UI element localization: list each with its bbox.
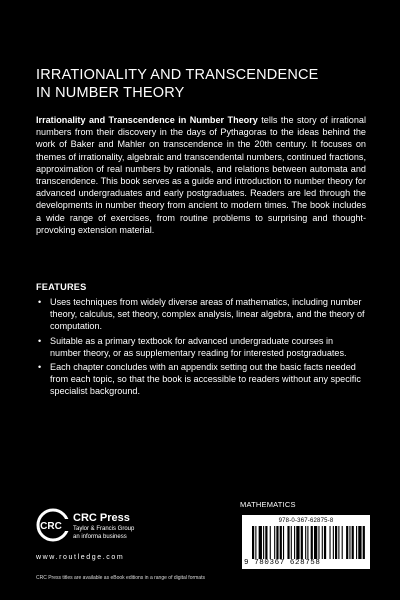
publisher-tagline: an informa business: [73, 534, 127, 540]
isbn-barcode: [242, 515, 370, 569]
feature-item: [36, 361, 366, 398]
feature-text: Suitable as a primary textbook for advanced undergraduate courses in number theory, or as supplementary reading for interested postgraduates.: [50, 335, 347, 358]
book-title: [36, 66, 366, 102]
ebook-note: CRC Press titles are available as eBook editions in a range of digital formats: [36, 575, 205, 581]
description-text: tells the story of irrational numbers from their discovery in the days of Pythagoras to the ideas behind the work of Baker and Mahler on transcendence in the 20th century. It focuses on themes of irrationality, algebraic and transcendental numbers, continued fractions, approximation of real numbers by rationals, and relations between automata and transcendence. This book serves as a guide and introduction to number theory for advanced undergraduates and early postgraduates. Readers are led through the developments in number theory from ancient to modern times. The book includes a wide range of exercises, from routine problems to surprising and thought-provoking extension material.: [36, 115, 366, 235]
publisher-group: Taylor & Francis Group: [73, 526, 135, 532]
features-list: [36, 296, 366, 400]
isbn-text: 978-0-367-62875-8: [278, 518, 334, 524]
feature-item: [36, 335, 366, 359]
crc-logo-icon: [36, 508, 70, 542]
bullet-icon: •: [38, 335, 42, 346]
book-title-line-1: IRRATIONALITY AND TRANSCENDENCE: [36, 67, 319, 83]
crc-logo-text: CRC: [40, 521, 62, 532]
feature-item: [36, 296, 366, 333]
feature-text: Each chapter concludes with an appendix setting out the basic facts needed from each topic, so that the book is accessible to readers without any specific specialist background.: [50, 362, 361, 397]
barcode-digits: 9 780367 628758: [244, 559, 321, 567]
description-book-title: Irrationality and Transcendence in Number Theory: [36, 115, 258, 125]
publisher-logo: [36, 506, 186, 556]
subject-category: MATHEMATICS: [240, 500, 296, 509]
feature-text: Uses techniques from widely diverse areas of mathematics, including number theory, calculus, set theory, complex analysis, linear algebra, and the theory of computation.: [50, 297, 365, 332]
features-heading: FEATURES: [36, 282, 87, 292]
book-title-line-2: IN NUMBER THEORY: [36, 85, 185, 101]
bullet-icon: •: [38, 297, 42, 307]
publisher-url[interactable]: www.routledge.com: [36, 554, 125, 561]
publisher-name: CRC Press: [73, 512, 130, 524]
bullet-icon: •: [38, 362, 42, 373]
barcode-icon: [252, 526, 366, 559]
description-paragraph: [36, 114, 366, 236]
